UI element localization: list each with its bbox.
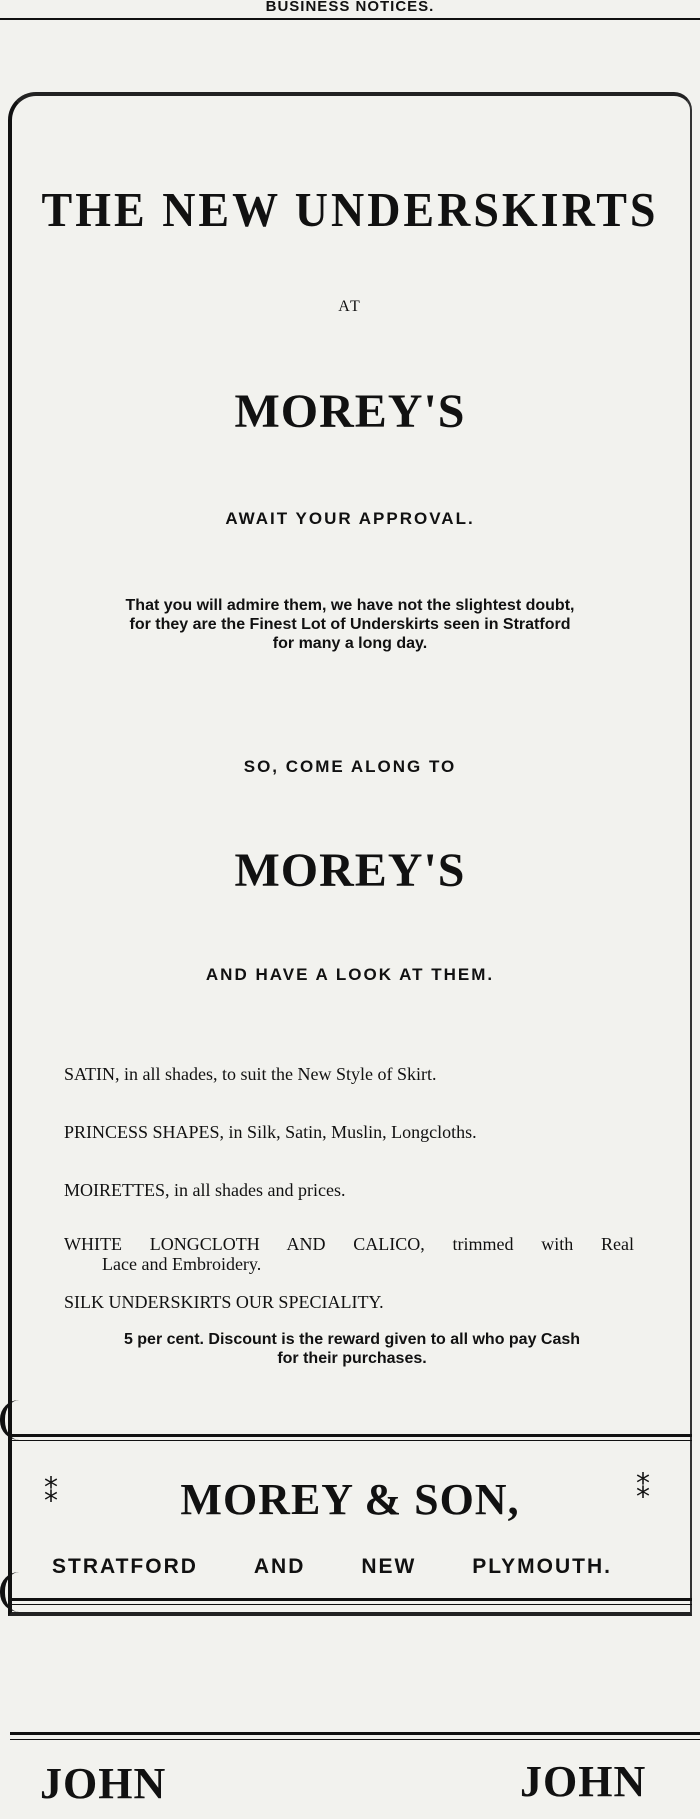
location-word: PLYMOUTH. [472,1555,612,1578]
star-ornament-right: ⁑ [636,1472,650,1505]
discount-notice [62,1330,642,1368]
paragraph-line: for they are the Finest Lot of Underskirts seen in Stratford [129,616,571,633]
next-ad-left-word: JOHN [40,1759,167,1808]
have-look-text: AND HAVE A LOOK AT THEM. [205,965,495,984]
store-name-1: MOREY'S [234,385,466,438]
store-name-2: MOREY'S [234,844,466,897]
footer-top-rule [10,1434,692,1437]
await-approval-text: AWAIT YOUR APPROVAL. [225,509,475,528]
at-text: AT [338,298,362,315]
next-ad-right-word: JOHN [520,1757,647,1806]
paragraph-line: That you will admire them, we have not the slightest doubt, [125,597,575,614]
ad-headline: THE NEW UNDERSKIRTS [41,182,659,237]
list-item-line: Lace and Embroidery. [102,1254,262,1274]
separator-rule [10,1732,700,1735]
list-item: SILK UNDERSKIRTS OUR SPECIALITY. [64,1292,384,1312]
section-header: BUSINESS NOTICES. [265,0,435,15]
ad-paragraph [60,596,640,653]
location-word: STRATFORD [52,1555,198,1578]
list-item [64,1234,644,1274]
separator-rule-thin [10,1739,700,1740]
footer-top-rule-thin [10,1440,692,1441]
list-item: MOIRETTES, in all shades and prices. [64,1180,346,1200]
location-word: NEW [361,1555,417,1578]
discount-line: 5 per cent. Discount is the reward given to all who pay Cash [123,1331,581,1348]
location-word: AND [253,1555,306,1578]
locations-row [52,1555,612,1579]
discount-line: for their purchases. [277,1350,427,1367]
list-item-line: WHITE LONGCLOTH AND CALICO, trimmed with Real [64,1234,634,1254]
header-rule [0,18,700,20]
list-item: SATIN, in all shades, to suit the New Style of Skirt. [64,1064,437,1084]
list-item: PRINCESS SHAPES, in Silk, Satin, Muslin, Longcloths. [64,1122,477,1142]
come-along-text: SO, COME ALONG TO [243,757,457,776]
left-brace-ornament [0,1572,19,1612]
star-ornament-left: ⁑ [44,1476,58,1509]
firm-name: MOREY & SON, [180,1475,520,1524]
footer-bottom-rule [10,1598,692,1601]
footer-bottom-rule-thin [10,1604,692,1605]
paragraph-line: for many a long day. [272,635,428,652]
